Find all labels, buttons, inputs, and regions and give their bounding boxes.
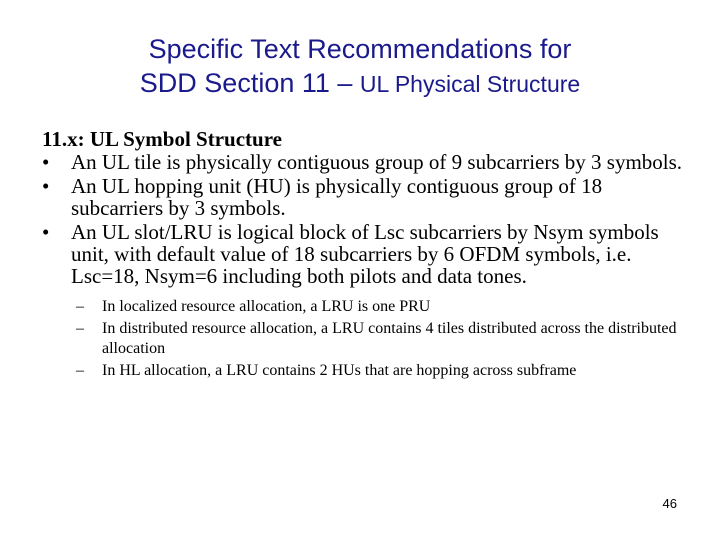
bullet-item-hopping-unit [42,175,692,219]
sub-bullet-text: In localized resource allocation, a LRU is one PRU [102,298,431,315]
section-heading: 11.x: UL Symbol Structure [42,127,282,151]
sub-bullet-text: In HL allocation, a LRU contains 2 HUs that are hopping across subframe [102,362,577,379]
slide-title [40,32,680,101]
dash-icon: – [76,298,84,315]
sub-bullet-hl [42,361,692,381]
sub-bullet-localized [42,297,692,317]
bullet-item-slot-lru [42,221,692,287]
dash-icon: – [76,362,84,379]
bullet-text: An UL slot/LRU is logical block of Lsc subcarriers by Nsym symbols unit, with default value of 18 subcarriers by 6 OFDM symbols, i.e. Lsc=18, Nsym=6 including both pilots and data tones. [71,220,659,288]
bullet-icon: • [42,150,50,174]
title-line-2-subtitle: UL Physical Structure [359,71,581,97]
sub-bullet-list [42,297,692,381]
title-line-2-main: SDD Section 11 – [139,68,360,98]
dash-icon: – [76,320,84,337]
title-line-1: Specific Text Recommendations for [148,34,572,64]
page-number: 46 [662,496,677,511]
bullet-list [42,151,692,287]
slide-body [42,127,692,383]
title-line-2 [40,66,680,101]
bullet-item-tile [42,151,692,173]
sub-bullet-text: In distributed resource allocation, a LRU contains 4 tiles distributed across the distributed allocation [102,320,677,357]
bullet-icon: • [42,174,50,198]
bullet-text: An UL tile is physically contiguous group of 9 subcarriers by 3 symbols. [71,150,683,174]
bullet-icon: • [42,220,50,244]
bullet-text: An UL hopping unit (HU) is physically contiguous group of 18 subcarriers by 3 symbols. [71,174,603,220]
sub-bullet-distributed [42,319,692,359]
